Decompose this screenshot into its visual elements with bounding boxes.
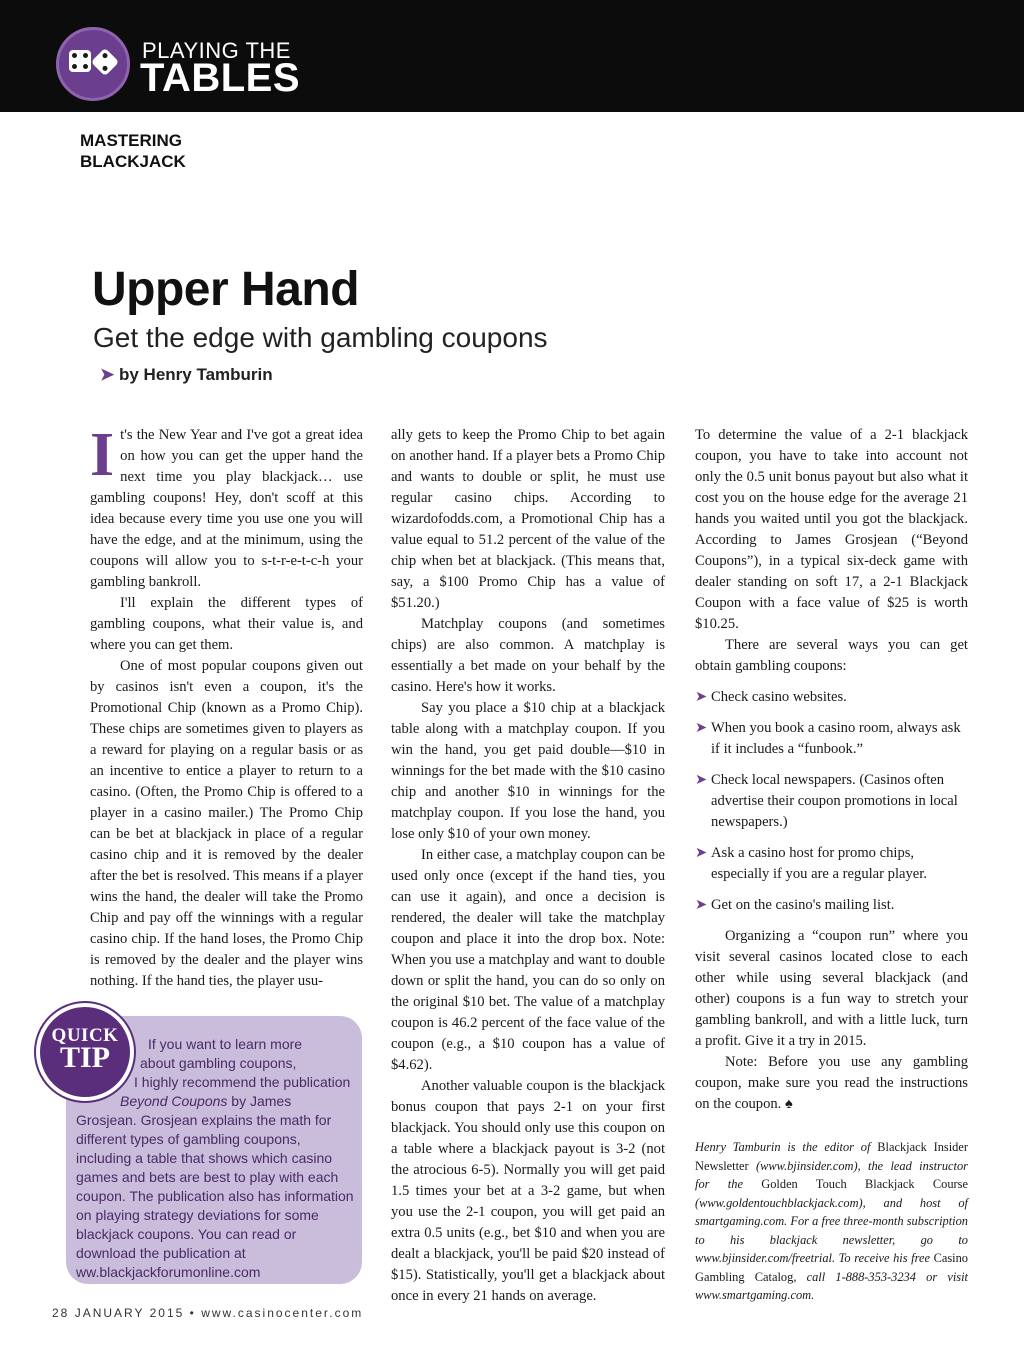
page-footer: [52, 1306, 363, 1320]
arrow-icon: ➤: [695, 772, 708, 788]
article-subtitle: Get the edge with gambling coupons: [93, 322, 548, 353]
article-title: Upper Hand: [92, 263, 360, 316]
paragraph: ally gets to keep the Promo Chip to bet again on another hand. If a player bets a Promo Chip and wants to double or split, he must use regular casino chips. According to wizardofodds.com, a Promotional Chip has a value equal to 51.2 percent of the value of the chip when bet at blackjack. (This means that, say, a $100 Promo Chip has a value of $51.20.): [391, 427, 665, 611]
drop-cap: I: [90, 421, 115, 489]
article-column-3: [695, 425, 968, 1115]
list-item: ➤ Get on the casino's mailing list.: [695, 895, 968, 916]
list-item: ➤ Check casino websites.: [695, 687, 968, 708]
quick-tip-badge-line2: TIP: [59, 1041, 110, 1074]
paragraph-text: t's the New Year and I've got a great idea on how you can get the upper hand the next time you play blackjack… use gambling coupons! Hey, don't scoff at this idea because every time you use one you will have the edge, and at the minimum, using the coupons will allow you to s-t-r-e-t-c-h your gambling bankroll.: [90, 427, 363, 590]
dice-icon: [56, 27, 130, 101]
list-item: ➤ Ask a casino host for promo chips, especially if you are a regular player.: [695, 845, 927, 882]
list-item: ➤ When you book a casino room, always ask if it includes a “funbook.”: [695, 720, 961, 757]
spade-icon: ♠: [785, 1096, 793, 1112]
paragraph: In either case, a matchplay coupon can be used only once (except if the hand ties, you can use it again), and once a decision is rendered, the dealer will take the matchplay coupon and place it into the drop box. Note: When you use a matchplay and want to double down or split the hand, you can do so only on the original $10 bet. The value of a matchplay coupon is 46.2 percent of the face value of the coupon (e.g., a $10 coupon has a value of $4.62).: [391, 847, 665, 1073]
paragraph: To determine the value of a 2-1 blackjack coupon, you have to take into account not only the 0.5 unit bonus payout but also what it cost you on the house edge for the average 21 hands you waited until you got the blackjack. According to James Grosjean (“Beyond Coupons”), in a typical six-deck game with dealer standing on soft 17, a 2-1 Blackjack Coupon with a face value of $25 is worth $10.25.: [695, 427, 968, 632]
byline-text: by Henry Tamburin: [118, 365, 273, 384]
list-item: ➤ Check local newspapers. (Casinos often advertise their coupon promotions in local newspapers.): [695, 772, 958, 830]
series-title-big: TABLES: [140, 56, 301, 100]
paragraph: Say you place a $10 chip at a blackjack table along with a matchplay coupon. If you win the hand, you get paid double—$10 in winnings for the bet made with the $10 casino chip and another $10 in winnings for the matchplay coupon. If you lose the hand, you lose only $10 of your own money.: [391, 700, 665, 842]
arrow-icon: ➤: [100, 365, 115, 384]
footer-website: www.casinocenter.com: [201, 1306, 364, 1320]
paragraph: Another valuable coupon is the blackjack bonus coupon that pays 2-1 on your first blackjack. You should only use this coupon on a table where a blackjack payout is 3-2 (not the atrocious 6-5). Normally you will get paid 1.5 times your bet at a 3-2 game, but when you use the 2-1 coupon, you will get paid an extra 0.5 units (e.g., bet $10 and when you are dealt a blackjack, you'll be paid $20 instead of $15). Statistically, you'll get a blackjack about once in every 21 hands on average.: [391, 1078, 665, 1304]
die-left: [69, 50, 91, 72]
die-right: [91, 48, 119, 76]
footer-separator: •: [189, 1306, 196, 1320]
paragraph: One of most popular coupons given out by casinos isn't even a coupon, it's the Promotional Chip (known as a Promo Chip). These chips are sometimes given to players as a reward for playing on a regular basis or as an incentive to entice a player to return to a casino. (Often, the Promo Chip is offered to a player in a casino mailer.) The Promo Chip can be bet at blackjack in place of a regular casino chip and it is removed by the dealer after the bet is resolved. This means if a player wins the hand, the dealer will take the Promo Chip and pay off the winnings with a regular casino chip. If the hand loses, the Promo Chip is removed by the dealer and the player wins nothing. If the hand ties, the player usu-: [90, 658, 363, 989]
paragraph: [90, 421, 363, 593]
arrow-icon: ➤: [695, 897, 708, 913]
arrow-icon: ➤: [695, 689, 708, 705]
coupon-sources-list: [695, 687, 968, 916]
paragraph: Matchplay coupons (and sometimes chips) are also common. A matchplay is essentially a bet made on your behalf by the casino. Here's how it works.: [391, 616, 665, 695]
byline: [100, 365, 273, 385]
paragraph: Note: Before you use any gambling coupon, make sure you read the instructions on the coupon. ♠: [695, 1054, 968, 1112]
article-column-1: [90, 421, 363, 992]
section-label: [80, 130, 220, 172]
page-number: 28: [52, 1306, 70, 1320]
arrow-icon: ➤: [695, 720, 708, 736]
issue-date: JANUARY 2015: [74, 1306, 185, 1320]
paragraph: There are several ways you can get obtain gambling coupons:: [695, 637, 968, 674]
book-title: Beyond Coupons: [120, 1093, 228, 1109]
paragraph: Organizing a “coupon run” where you visit several casinos located close to each other while using several blackjack (and other) coupons is a fun way to stretch your gambling bankroll, and with a little luck, turn a profit. Give it a try in 2015.: [695, 928, 968, 1049]
quick-tip-text: If you want to learn more about gambling coupons, I highly recommend the publication Beyond Coupons by James Grosjean. Grosjean explains the math for different types of gambling coupons, including a table that shows which casino games and bets are best to play with each coupon. The publication also has information on playing strategy deviations for some blackjack coupons. You can read or download the publication at ww.blackjackforumonline.com: [76, 1036, 354, 1280]
author-bio: Henry Tamburin is the editor of Blackjack Insider Newsletter (www.bjinsider.com), the lead instructor for the Golden Touch Blackjack Course (www.goldentouchblackjack.com), and host of smartgaming.com. For a free three-month subscription to his blackjack newsletter, go to www.bjinsider.com/freetrial. To receive his free Casino Gambling Catalog, call 1-888-353-3234 or visit www.smartgaming.com.: [695, 1140, 968, 1302]
section-label-line2: BLACKJACK: [80, 152, 186, 171]
article-column-2: [391, 425, 665, 1307]
series-title-small: PLAYING THE: [142, 38, 291, 63]
header-band: [0, 0, 1024, 112]
section-label-line1: MASTERING: [80, 131, 182, 150]
arrow-icon: ➤: [695, 845, 708, 861]
quick-tip-badge-line1: QUICK: [51, 1025, 119, 1046]
paragraph: I'll explain the different types of gambling coupons, what their value is, and where you can get them.: [90, 595, 363, 653]
